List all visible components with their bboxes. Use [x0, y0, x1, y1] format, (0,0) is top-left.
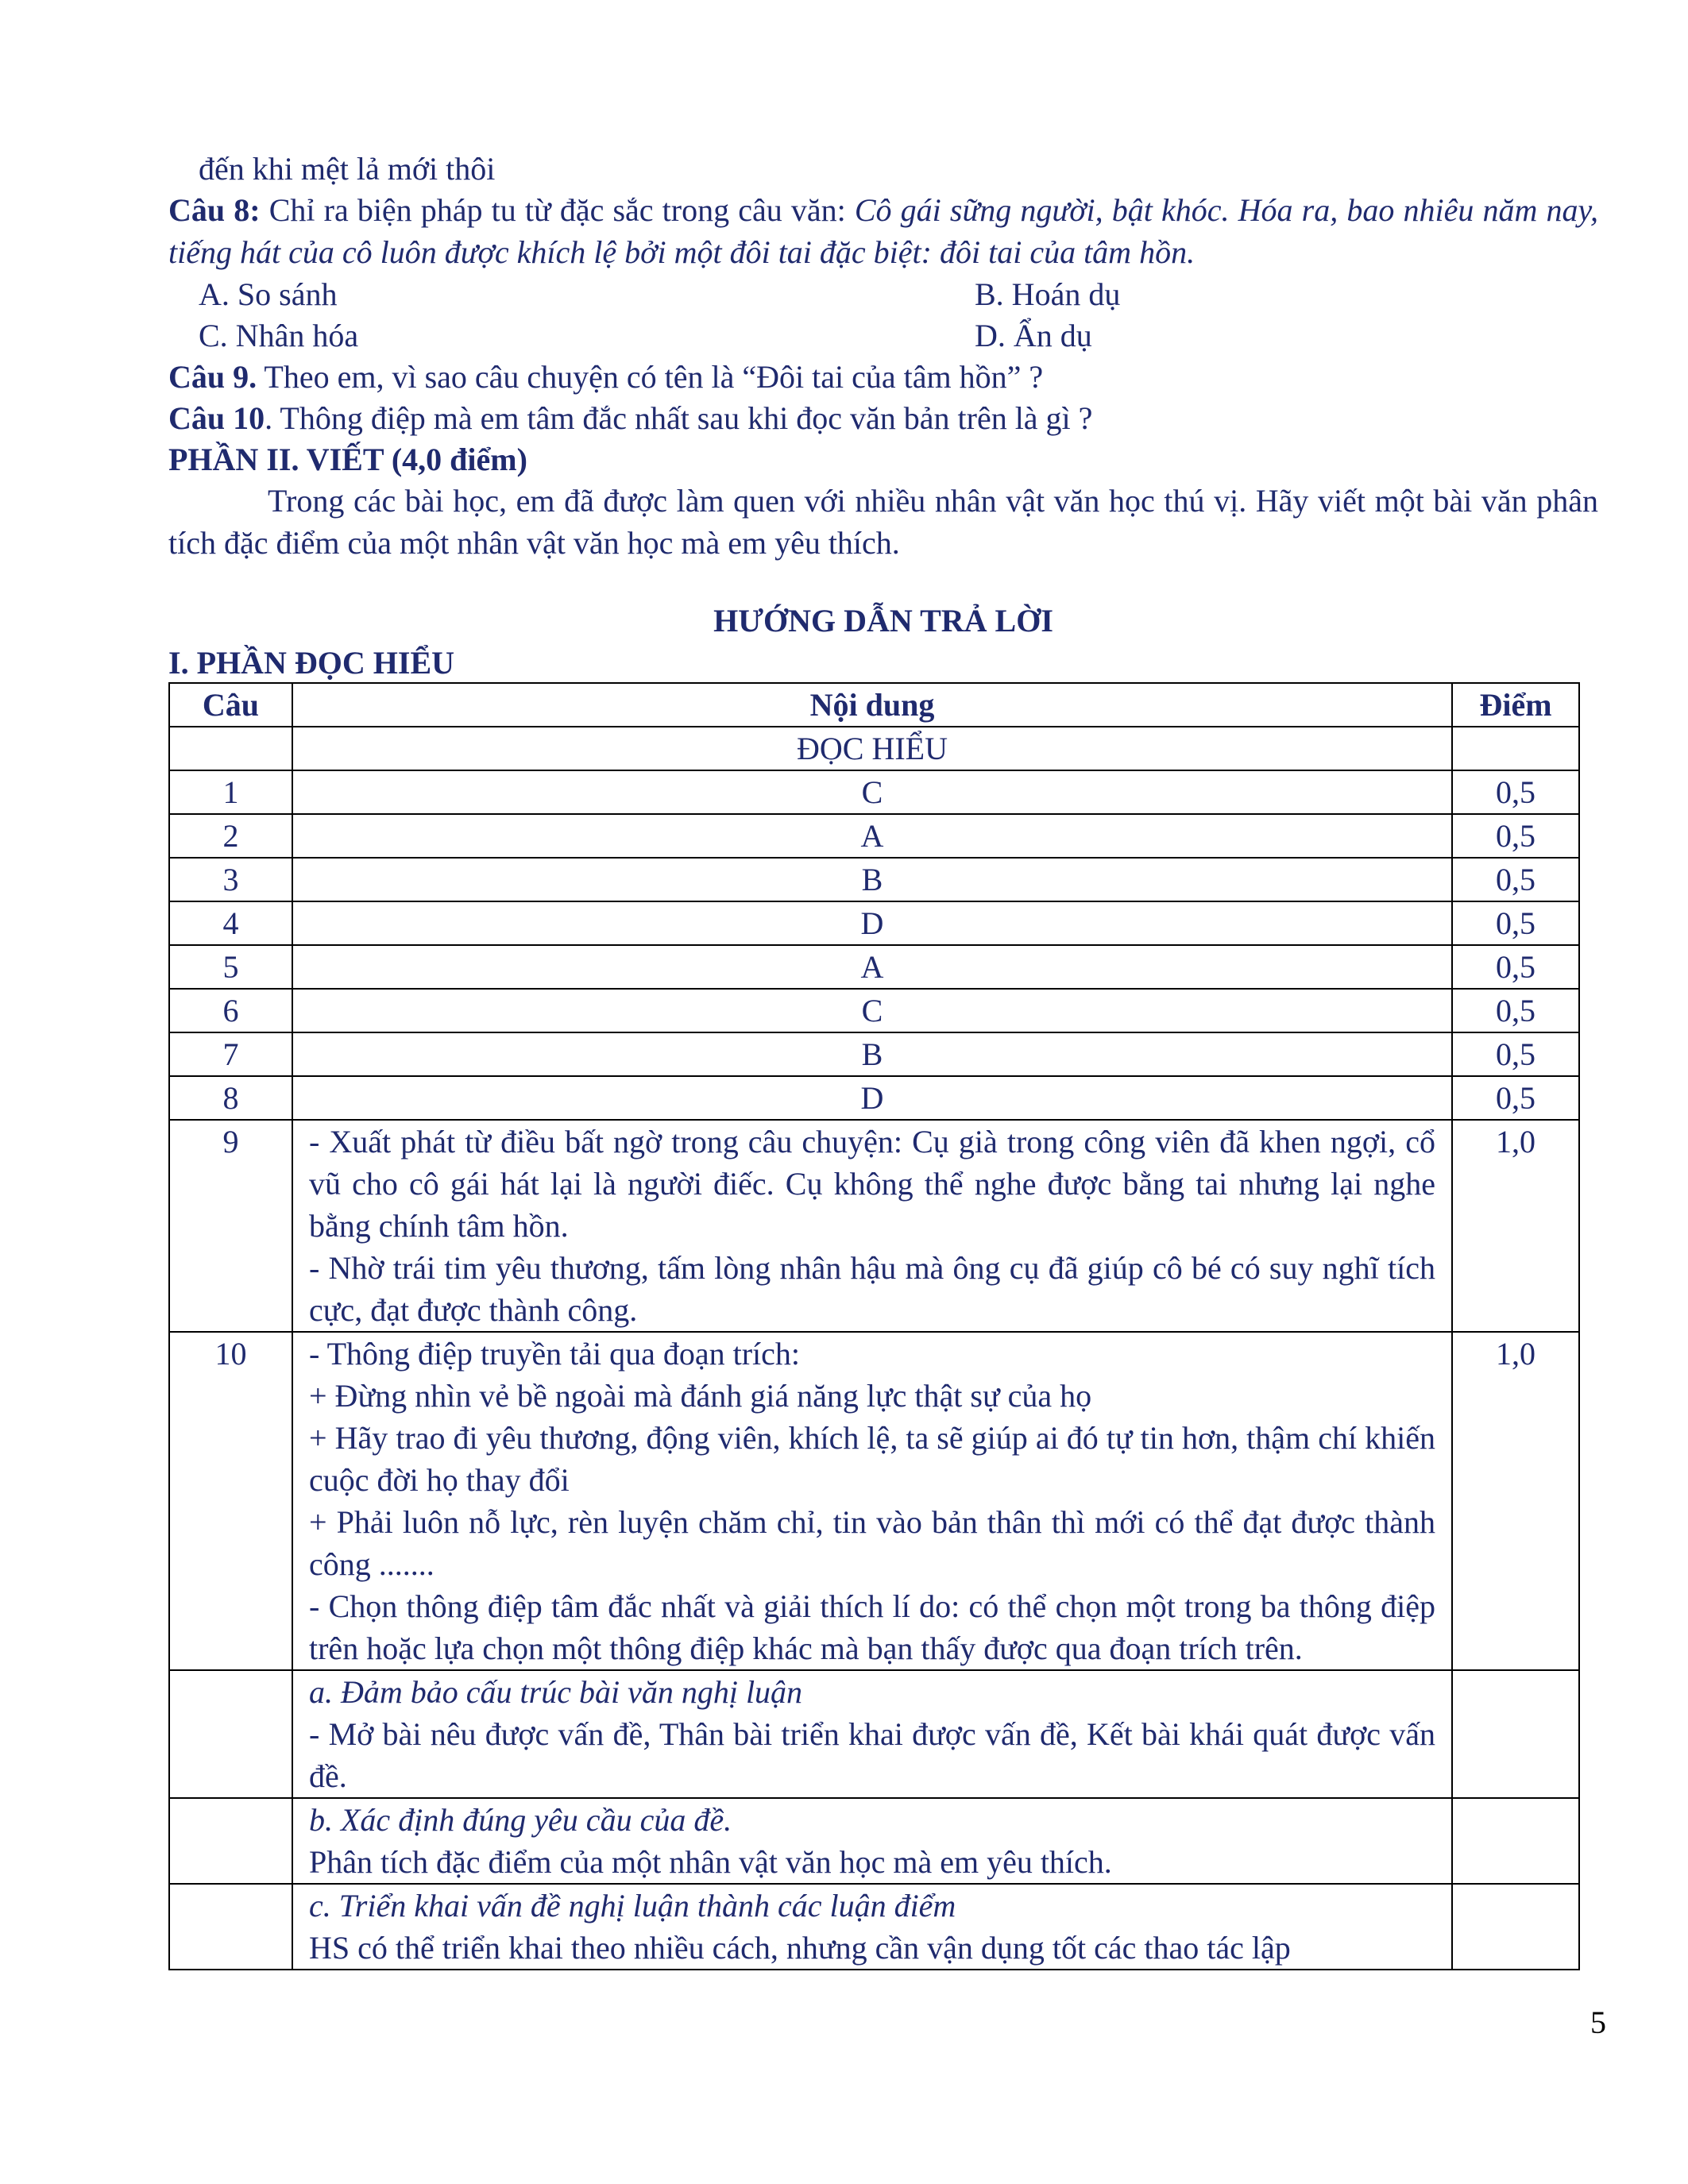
row-score: 0,5 — [1452, 1076, 1579, 1120]
row-b-content — [292, 1798, 1452, 1884]
q9-label: Câu 9. — [168, 359, 257, 395]
subheader-doc-hieu: ĐỌC HIỂU — [292, 727, 1452, 770]
row-a-title: a. Đảm bảo cấu trúc bài văn nghị luận — [309, 1674, 803, 1710]
row-question: 6 — [169, 989, 292, 1032]
row-score: 0,5 — [1452, 858, 1579, 901]
table-row-10 — [169, 1332, 1579, 1670]
q8-option-b: B. Hoán dụ — [975, 276, 1121, 312]
row9-point-1: - Xuất phát từ điều bất ngờ trong câu chuyện: Cụ già trong công viên đã khen ngợi, cổ vũ cho cô gái hát lại là người điếc. Cụ không thể nghe được bằng tai nhưng lại nghe bằng chính tâm hồn. — [309, 1124, 1435, 1244]
row-question: 1 — [169, 770, 292, 814]
row-score: 0,5 — [1452, 814, 1579, 858]
table-row-a — [169, 1670, 1579, 1798]
part2-prompt: Trong các bài học, em đã được làm quen với nhiều nhân vật văn học thú vị. Hãy viết một bài văn phân tích đặc điểm của một nhân vật văn học mà em yêu thích. — [168, 483, 1598, 561]
table-row — [169, 814, 1579, 858]
row-a-content — [292, 1670, 1452, 1798]
header-cau: Câu — [169, 683, 292, 727]
row10-line: + Đừng nhìn vẻ bề ngoài mà đánh giá năng lực thật sự của họ — [309, 1378, 1092, 1414]
table-row — [169, 1076, 1579, 1120]
table-subheader-row — [169, 727, 1579, 770]
table-row-c — [169, 1884, 1579, 1970]
q8-option-d: D. Ẩn dụ — [975, 318, 1092, 353]
q10-text: . Thông điệp mà em tâm đắc nhất sau khi đọc văn bản trên là gì ? — [265, 400, 1093, 436]
table-row-b — [169, 1798, 1579, 1884]
q10-label: Câu 10 — [168, 400, 265, 436]
header-noi-dung: Nội dung — [292, 683, 1452, 727]
row-score: 0,5 — [1452, 945, 1579, 989]
row-score: 0,5 — [1452, 1032, 1579, 1076]
row-question: 5 — [169, 945, 292, 989]
row10-content — [292, 1332, 1452, 1670]
row-score: 0,5 — [1452, 770, 1579, 814]
table-row — [169, 945, 1579, 989]
row-answer: B — [292, 858, 1452, 901]
row-c-title: c. Triển khai vấn đề nghị luận thành các luận điểm — [309, 1888, 956, 1924]
row10-line: - Thông điệp truyền tải qua đoạn trích: — [309, 1336, 800, 1372]
row9-content — [292, 1120, 1452, 1332]
question-9 — [168, 356, 1598, 398]
row-question: 3 — [169, 858, 292, 901]
row-answer: C — [292, 989, 1452, 1032]
table-row — [169, 770, 1579, 814]
row-answer: A — [292, 945, 1452, 989]
q9-text: Theo em, vì sao câu chuyện có tên là “Đôi tai của tâm hồn” ? — [264, 359, 1044, 395]
table-header-row — [169, 683, 1579, 727]
q8-label: Câu 8: — [168, 192, 261, 228]
row-question: 2 — [169, 814, 292, 858]
row9-point-2: - Nhờ trái tim yêu thương, tấm lòng nhân hậu mà ông cụ đã giúp cô bé có suy nghĩ tích cực, đạt được thành công. — [309, 1250, 1435, 1328]
page-number: 5 — [1590, 2005, 1606, 2040]
table-row — [169, 858, 1579, 901]
row10-question: 10 — [169, 1332, 292, 1670]
q8-option-a: A. So sánh — [199, 276, 338, 312]
row-answer: B — [292, 1032, 1452, 1076]
table-row — [169, 989, 1579, 1032]
row9-question: 9 — [169, 1120, 292, 1332]
row-answer: D — [292, 901, 1452, 945]
continued-line: đến khi mệt lả mới thôi — [199, 151, 496, 187]
q8-option-c: C. Nhân hóa — [199, 318, 359, 353]
row-question: 7 — [169, 1032, 292, 1076]
section1-title: I. PHẦN ĐỌC HIỂU — [168, 645, 455, 681]
question-10 — [168, 397, 1598, 439]
row-b-title: b. Xác định đúng yêu cầu của đề. — [309, 1802, 732, 1838]
answer-table — [168, 682, 1580, 1970]
part2-heading: PHẦN II. VIẾT (4,0 điểm) — [168, 442, 527, 477]
q8-text: Chỉ ra biện pháp tu từ đặc sắc trong câu văn: — [268, 192, 846, 228]
table-row-9 — [169, 1120, 1579, 1332]
row-answer: D — [292, 1076, 1452, 1120]
question-8 — [168, 189, 1598, 273]
row-score: 0,5 — [1452, 901, 1579, 945]
header-diem: Điểm — [1452, 683, 1579, 727]
row-answer: C — [292, 770, 1452, 814]
table-row — [169, 901, 1579, 945]
q8-quote: Cô gái sững người, bật khóc. Hóa ra, bao nhiêu năm nay, tiếng hát của cô luôn được khích lệ bởi một đôi tai đặc biệt: đôi tai của tâm hồn. — [168, 192, 1599, 270]
row-question: 4 — [169, 901, 292, 945]
row-b-text: Phân tích đặc điểm của một nhân vật văn học mà em yêu thích. — [309, 1844, 1112, 1880]
row-c-content — [292, 1884, 1452, 1970]
row10-line: + Phải luôn nỗ lực, rèn luyện chăm chỉ, tin vào bản thân thì mới có thể đạt được thành công ....... — [309, 1504, 1435, 1582]
row10-line: + Hãy trao đi yêu thương, động viên, khích lệ, ta sẽ giúp ai đó tự tin hơn, thậm chí khiến cuộc đời họ thay đổi — [309, 1420, 1435, 1498]
guide-title: HƯỚNG DẪN TRẢ LỜI — [713, 603, 1053, 639]
row-answer: A — [292, 814, 1452, 858]
row-c-text: HS có thể triển khai theo nhiều cách, nhưng cần vận dụng tốt các thao tác lập — [309, 1930, 1291, 1966]
row9-score: 1,0 — [1452, 1120, 1579, 1332]
row-score: 0,5 — [1452, 989, 1579, 1032]
row10-line: - Chọn thông điệp tâm đắc nhất và giải thích lí do: có thể chọn một trong ba thông điệp trên hoặc lựa chọn một thông điệp khác mà bạn thấy được qua đoạn trích trên. — [309, 1588, 1435, 1666]
row-a-text: - Mở bài nêu được vấn đề, Thân bài triển khai được vấn đề, Kết bài khái quát được vấn đề. — [309, 1716, 1435, 1794]
row-question: 8 — [169, 1076, 292, 1120]
table-row — [169, 1032, 1579, 1076]
row10-score: 1,0 — [1452, 1332, 1579, 1670]
